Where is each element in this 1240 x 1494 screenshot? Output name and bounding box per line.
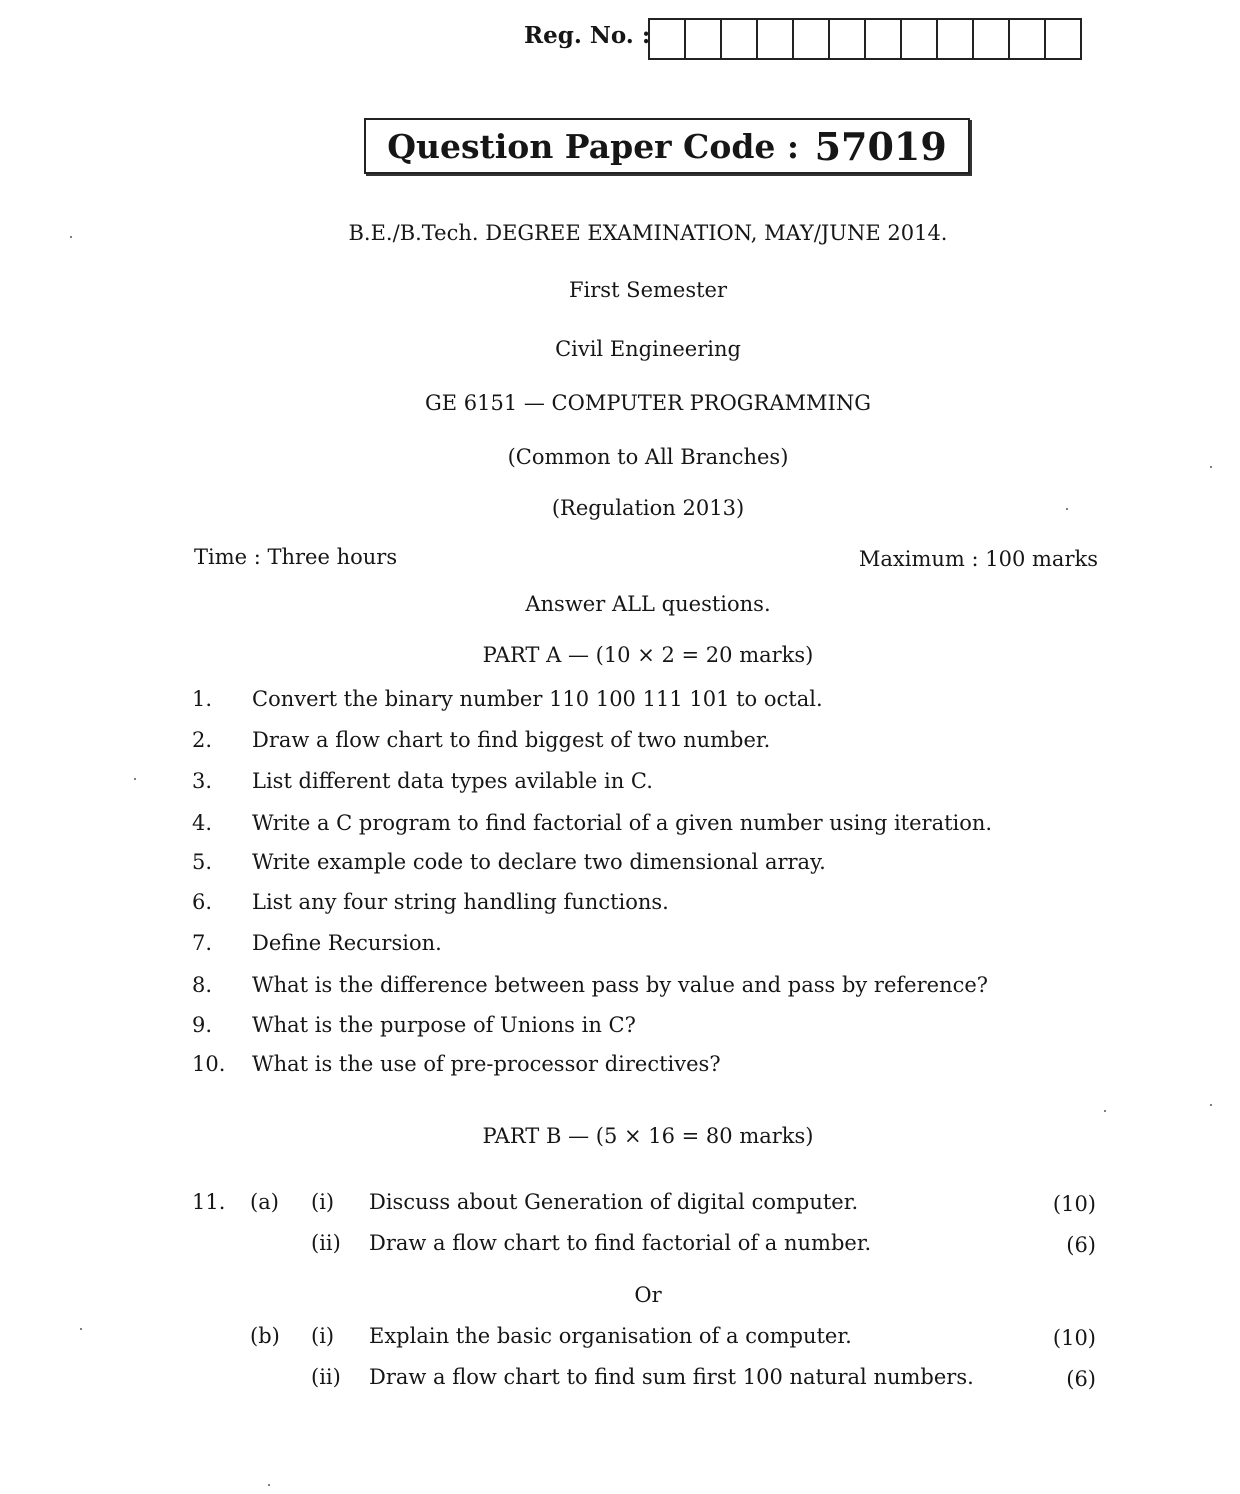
question-text: Convert the binary number 110 100 111 101 to octal.	[252, 687, 823, 711]
question-number: 1.	[192, 687, 213, 711]
sub-part-label: (ii)	[311, 1365, 341, 1389]
marks: (10)	[1052, 1326, 1096, 1350]
reg-no-box	[650, 20, 686, 58]
question-text: Write a C program to find factorial of a given number using iteration.	[252, 811, 993, 835]
question-text: What is the use of pre-processor directives?	[252, 1052, 721, 1076]
scan-speck	[134, 778, 136, 780]
question-number: 5.	[192, 850, 213, 874]
part-a-heading: PART A — (10 × 2 = 20 marks)	[482, 643, 814, 667]
branch: Civil Engineering	[555, 337, 741, 361]
scan-speck	[1210, 1104, 1212, 1106]
scan-speck	[70, 236, 72, 238]
regulation: (Regulation 2013)	[551, 496, 745, 520]
question-text: Define Recursion.	[252, 931, 442, 955]
exam-title: B.E./B.Tech. DEGREE EXAMINATION, MAY/JUNE 2014.	[348, 221, 948, 245]
reg-no-box	[1010, 20, 1046, 58]
reg-no-box	[758, 20, 794, 58]
reg-no-box	[686, 20, 722, 58]
sub-part-label: (i)	[311, 1190, 335, 1214]
question-paper-code-box	[364, 118, 970, 174]
question-text: Draw a flow chart to find factorial of a number.	[369, 1231, 872, 1255]
question-text: List any four string handling functions.	[252, 890, 669, 914]
scan-speck	[1104, 1110, 1106, 1112]
question-text: Draw a flow chart to find biggest of two number.	[252, 728, 771, 752]
reg-no-box	[974, 20, 1010, 58]
code-number: 57019	[814, 123, 947, 169]
marks: (6)	[1066, 1233, 1096, 1257]
reg-no-box	[938, 20, 974, 58]
reg-no-box	[902, 20, 938, 58]
scan-speck	[268, 1484, 270, 1486]
or-separator: Or	[634, 1283, 662, 1307]
scan-speck	[1066, 508, 1068, 510]
question-number: 2.	[192, 728, 213, 752]
question-text: What is the purpose of Unions in C?	[252, 1013, 636, 1037]
reg-no-box	[722, 20, 758, 58]
question-text: Draw a flow chart to find sum first 100 natural numbers.	[369, 1365, 974, 1389]
question-number: 8.	[192, 973, 213, 997]
maximum-marks: Maximum : 100 marks	[858, 547, 1098, 571]
reg-no-boxes	[648, 18, 1082, 60]
reg-no-box	[830, 20, 866, 58]
reg-no-label: Reg. No. :	[524, 22, 651, 49]
common-note: (Common to All Branches)	[507, 445, 789, 469]
question-number: 7.	[192, 931, 213, 955]
sub-question-label: (b)	[250, 1324, 280, 1348]
scan-speck	[1210, 466, 1212, 468]
sub-part-label: (i)	[311, 1324, 335, 1348]
time-allowed: Time : Three hours	[194, 545, 398, 569]
marks: (6)	[1066, 1367, 1096, 1391]
question-number: 9.	[192, 1013, 213, 1037]
question-number: 3.	[192, 769, 213, 793]
question-number: 11.	[192, 1190, 226, 1214]
question-text: List different data types avilable in C.	[252, 769, 653, 793]
question-text: Write example code to declare two dimensional array.	[252, 850, 826, 874]
semester: First Semester	[568, 278, 728, 302]
code-label: Question Paper Code :	[387, 126, 800, 166]
part-b-heading: PART B — (5 × 16 = 80 marks)	[482, 1124, 814, 1148]
subject: GE 6151 — COMPUTER PROGRAMMING	[424, 391, 871, 415]
sub-part-label: (ii)	[311, 1231, 341, 1255]
sub-question-label: (a)	[250, 1190, 279, 1214]
question-text: Discuss about Generation of digital computer.	[369, 1190, 859, 1214]
question-number: 6.	[192, 890, 213, 914]
reg-no-box	[794, 20, 830, 58]
question-text: Explain the basic organisation of a computer.	[369, 1324, 852, 1348]
scan-speck	[80, 1328, 82, 1330]
reg-no-box	[866, 20, 902, 58]
reg-no-box	[1046, 20, 1082, 58]
question-text: What is the difference between pass by value and pass by reference?	[252, 973, 989, 997]
question-number: 4.	[192, 811, 213, 835]
marks: (10)	[1052, 1192, 1096, 1216]
question-number: 10.	[192, 1052, 226, 1076]
instruction: Answer ALL questions.	[525, 592, 771, 616]
